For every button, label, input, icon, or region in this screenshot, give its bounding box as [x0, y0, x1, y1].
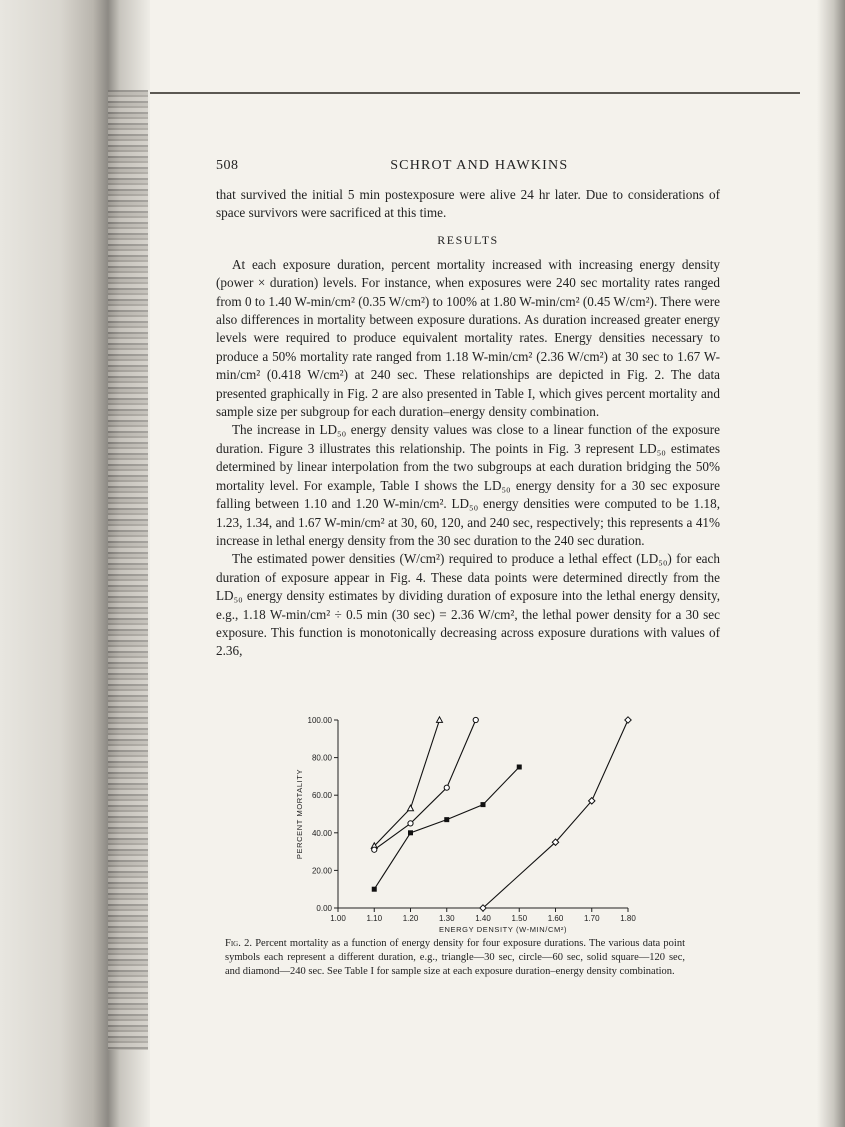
data-point-circle — [408, 821, 413, 826]
x-tick-label: 1.00 — [330, 914, 346, 923]
data-point-square — [444, 817, 449, 822]
page-number: 508 — [216, 158, 239, 173]
paragraph-intro: that survived the initial 5 min postexposure were alive 24 hr later. Due to considerations of space survivors were sacrificed at this time. — [216, 187, 720, 221]
x-tick-label: 1.10 — [366, 914, 383, 923]
data-point-square — [517, 765, 522, 770]
figure-caption — [225, 937, 685, 979]
x-tick-label: 1.40 — [475, 914, 491, 923]
y-tick-label: 40.00 — [311, 828, 332, 838]
y-axis-label: PERCENT MORTALITY — [295, 768, 304, 860]
x-tick-label: 1.50 — [511, 914, 528, 923]
y-tick-label: 0.00 — [316, 904, 332, 913]
paragraph-results-3: The estimated power densities (W/cm²) required to produce a lethal effect (LD₅₀) for each duration of exposure appear in Fig. 4. These data points were determined directly from the LD₅₀ energy density estimates by dividing duration of exposure into the lethal energy density, e.g., 1.18 W-min/cm² ÷ 0.5 min (30 sec) = 2.36 W/cm², the lethal power density for a 30 sec exposure. This function is monotonically decreasing across exposure durations with values of 2.36, — [216, 551, 720, 659]
x-tick-label: 1.80 — [620, 914, 636, 923]
y-tick-label: 80.00 — [311, 753, 332, 763]
x-tick-label: 1.30 — [438, 914, 455, 923]
data-point-circle — [444, 785, 449, 790]
running-header — [216, 158, 720, 174]
running-title: SCHROT AND HAWKINS — [390, 158, 569, 173]
binding-texture — [108, 90, 148, 1050]
x-tick-label: 1.60 — [547, 914, 564, 923]
caption-text: Percent mortality as a function of energy density for four exposure durations. The various data point symbols each represent a different duration, e.g., triangle—30 sec, circle—60 sec, solid square—120 sec, and diamond—240 sec. See Table I for sample size at each exposure duration–energy density combination. — [225, 938, 685, 977]
data-point-circle — [372, 847, 377, 852]
paragraph-results-2: The increase in LD₅₀ energy density values was close to a linear function of the exposure duration. Figure 3 illustrates this relationship. The points in Fig. 3 represent LD₅₀ estimates determined by linear interpolation from the two subgroups at each duration bridging the 50% mortality level. For example, Table I shows the LD₅₀ energy density for a 30 sec exposure falling between 1.10 and 1.20 W-min/cm². LD₅₀ energy densities were computed to be 1.18, 1.23, 1.34, and 1.67 W-min/cm² at 30, 60, 120, and 240 sec, respectively; this represents a 41% increase in lethal energy density from the 30 sec duration to the 240 sec duration. — [216, 422, 720, 548]
x-tick-label: 1.20 — [402, 914, 419, 923]
data-point-square — [372, 887, 377, 892]
caption-label: Fig. 2. — [225, 938, 252, 949]
page-edge-shadow — [817, 0, 845, 1127]
data-point-square — [408, 830, 413, 835]
scan-edge-line — [150, 92, 800, 94]
section-heading: RESULTS — [437, 232, 499, 247]
x-axis-label: ENERGY DENSITY (W-MIN/CM²) — [438, 925, 568, 934]
data-point-diamond — [625, 717, 631, 723]
data-point-square — [481, 802, 486, 807]
x-tick-label: 1.70 — [583, 914, 600, 923]
data-point-triangle — [408, 805, 414, 811]
data-point-triangle — [437, 717, 443, 723]
y-tick-label: 20.00 — [311, 866, 332, 876]
figure-2 — [290, 712, 660, 952]
paragraph-results-1: At each exposure duration, percent mortality increased with increasing energy density (power × duration) levels. For instance, when exposures were 240 sec mortality rates ranged from 0 to 1.40 W-min/cm² (0.35 W/cm²) to 100% at 1.80 W-min/cm² (0.45 W/cm²). There were also differences in mortality between exposure durations. As duration increased greater energy levels were required to produce equivalent mortality rates. Energy densities necessary to produce a 50% mortality rate ranged from 1.18 W-min/cm² (2.36 W/cm²) at 30 sec to 1.67 W-min/cm² (0.418 W/cm²) at 240 sec. These relationships are depicted in Fig. 2. The data presented graphically in Fig. 2 are also presented in Table I, which gives percent mortality and sample size per subgroup for each duration–energy density combination. — [216, 256, 720, 420]
mortality-chart — [290, 712, 660, 952]
y-tick-label: 60.00 — [311, 791, 332, 801]
series-line-triangle — [374, 720, 439, 846]
data-point-circle — [473, 717, 478, 722]
y-tick-label: 100.00 — [307, 716, 332, 725]
page-body — [216, 158, 720, 661]
series-line-diamond — [483, 720, 628, 908]
